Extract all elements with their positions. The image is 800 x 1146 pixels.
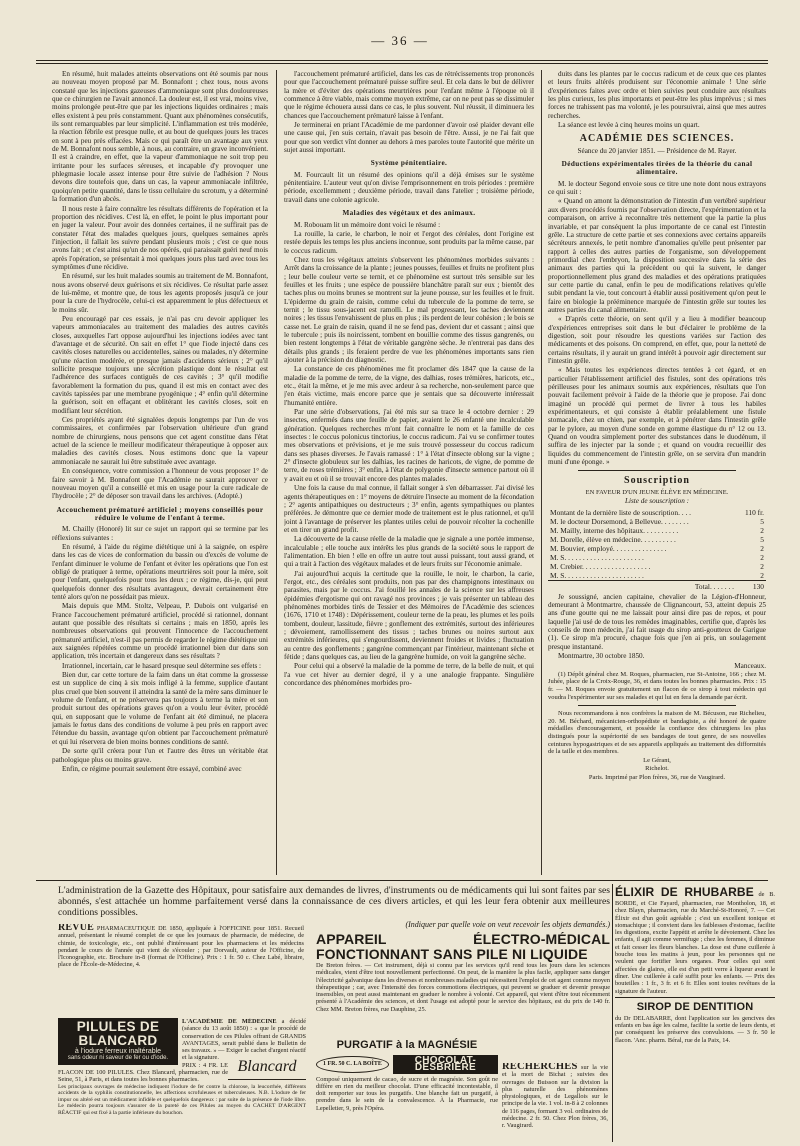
ad-appareil-electro-medical — [316, 932, 610, 1036]
paragraph: En résumé, à l'aide du régime diététique uni à la saignée, on espère dans les cas de vices de conformation du bassin ou d'excès de volume de l'enfant diminuer le volume de l'enfant et éviter les opérations que l'on est obligé de pratiquer à terme, opérations meurtrières soit pour la mère, soit pour l'enfant, quelquefois pour tous les deux ; ce régime, dis-je, qui peut quelquefois donner des résultats avantageux, devrait certainement être tenté alors qu'on ne possédait pas mieux. — [52, 542, 268, 601]
subscription-amount: 5 — [760, 516, 764, 526]
subscription-amount: 2 — [760, 561, 764, 571]
paragraph: Enfin, ce régime pourrait seulement être essayé, combiné avec — [62, 764, 242, 773]
subscription-row — [548, 553, 766, 562]
total-label: Total. . . . . . . — [548, 580, 736, 591]
section-heading: Déductions expérimentales tirées de la théorie du canal alimentaire. — [561, 160, 753, 177]
price-seal: 1 FR. 50 C. LA BOÎTE — [316, 1056, 389, 1073]
session-date: Séance du 20 janvier 1851. — Présidence de M. Rayer. — [577, 146, 737, 155]
subscription-row — [548, 508, 766, 517]
chocolat-banner: CHOCOLAT-DESBRIÈRE — [393, 1055, 498, 1074]
total-amount: 130 — [736, 580, 766, 591]
paragraph: La séance est levée à cinq heures moins un quart. — [558, 121, 700, 130]
column-2 — [284, 70, 534, 875]
ads-intro-text: L'administration de la Gazette des Hôpitaux, pour satisfaire aux demandes de livres, d'instruments ou de médicaments qui lui sont faites par ses abonnés, s'est attachée un homme parfaitement versé dans la connaissance de ces divers articles, et qui les leur fera obtenir aux meilleures conditions possibles. — [58, 885, 610, 919]
ad-text: Composé uniquement de cacao, de sucre et de magnésie. Son goût ne diffère en rien du meilleur chocolat. D'une efficacité incontestable, il doit remporter sur tous les purgatifs. Une blanche fait un purgatif, à prendre dans le sein de la convalescence. À la Pharmacie, rue Lepelletier, 9, près l'Opéra. — [316, 1075, 498, 1112]
ad-subtitle: à l'iodure ferreux inaltérable — [74, 1048, 162, 1055]
ad-text: de B. BORDE, et Cie Fayard, pharmacien, rue Montholon, 18, et chez Blayn, pharmacien, rue du Marché-St-Honoré, 7. — Cet Élixir est d'un goût agréable ; c'est un excellent tonique et stomachique ; il convient dans les faiblesses d'estomac, facilite les digestions, excite l'appétit et arrête le dévoiement. Chez les enfants, il agit comme vermifuge ; chez les femmes, il diminue et fait cesser les fleurs blanches. La dose est d'une cuillerée à bouche tous les matins à jeun, pour les personnes qui ne veulent que fortifier leurs organes. Pour celles qui sont affectées de glaires, elle est d'un petit verre à liqueur avant le dîner. Une cuillerée à café suffit pour les enfants. — Prix des bouteilles : 1 fr., 3 fr. et 6 fr. Elles sont toutes revêtues de la signature de l'auteur. — [615, 891, 775, 995]
ad-text: a décidé (séance du 13 août 1850) : « que le procédé de conservation de ces Pilules offrant de GRANDS AVANTAGES, serait publié dans le Bulletin de ses travaux. » — Exiger le cachet d'argent réactif et la signature. — [182, 1018, 306, 1062]
subscriber-name: M. Bouvier, employé. . . . . . . . . . . . . . . — [550, 543, 667, 553]
subscription-list-title: Liste de souscription : — [624, 497, 690, 506]
top-rule — [36, 60, 768, 61]
subscriber-name: M. S. . . . . . . . . . . . . . . . . . . . . . — [550, 570, 644, 580]
subscription-subtitle: EN FAVEUR D'UN JEUNE ÉLÈVE EN MÉDECINE. — [585, 488, 729, 496]
ad-revue-pharmaceutique — [58, 924, 304, 1014]
ad-title: PILULES DE BLANCARD — [76, 1019, 160, 1048]
column-1 — [52, 70, 268, 875]
ads-divider — [612, 884, 613, 1142]
paragraph: « D'après cette théorie, on sent qu'il y a lieu à modifier beaucoup d'expériences entreprises soit dans le but d'éclairer le problème de la digestion, soit pour résoudre les questions variées sur l'action des médicaments et des poisons. On comprend, en effet, que, pour la netteté de certains résultats, il y aurait un grand intérêt à pouvoir agir directement sur l'intestin grêle. — [548, 315, 766, 365]
subscription-amount: 2 — [760, 543, 764, 553]
ad-title: PURGATIF à la MAGNÉSIE — [336, 1039, 478, 1051]
ad-text: De Breton frères. — Cet instrument, déjà si connu par les services qu'il rend tous les jours dans les sciences médicales, vient d'être tout nouvellement perfectionné. On peut, de la manière la plus facile, appliquer sans danger l'électricité galvanique dans les diverses et nombreuses maladies qui nécessitent l'emploi de cet agent comme moyen thérapeutique ; car, avec l'intensité des forces commotions électriques, qui peuvent se graduer et devenir presque insensibles, on peut aussi maintenant en graduer le nombre à volonté. Cet appareil, qui vient d'être tout récemment présenté à l'Académie des sciences, et dont l'usage est adopté pour le service des hôpitaux, est du prix de 140 fr. Chez MM. Breton frères, rue Dauphine, 25. — [316, 962, 610, 1013]
paragraph: Je soussigné, ancien capitaine, chevalier de la Légion-d'Honneur, demeurant à Montmartre, chaussée de Clignancourt, 53, atteint depuis 25 ans d'une goutte qui ne me laissait pour ainsi dire pas de repos, et pour laquelle j'ai usé de de tous les remèdes imaginables, certifie que, d'après les conseils de mon médecin, j'ai fait usage du sirop anti-goutteux de Garigue (1). Ce sirop m'a procuré, chaque fois que j'en ai pris, un soulagement presque instantané. — [548, 592, 766, 651]
paragraph: Peu encouragé par ces essais, je n'ai pas cru devoir appliquer les vapeurs ammoniacales au traitement des maladies des autres cavités closes, auxquelles l'art oppose aujourd'hui les injections iodées avec tant d'avantage et de sécurité. On sait en effet 1° que l'iode injecté dans ces cavités closes naturelles ou accidentelles, saines ou malades, n'y détermine qu'une réaction modérée, et presque jamais d'accidents sérieux ; 2° qu'il sollicite presque toujours une sécrétion plastique dont le résultat est l'adhérence des surfaces contiguës de ces cavités ; 3° qu'il modifie favorablement la formation du pus, quand il est mis en contact avec des cavités tapissées par une membrane pyogénique ; 4° enfin qu'il détermine la guérison, soit en effaçant et oblitérant les cavités closes, soit en modifiant leur sécrétion. — [52, 314, 268, 415]
paragraph: La constance de ces phénomènes me fit proclamer dès 1847 que la cause de la maladie de la pomme de terre, de la vigne, des dalhias, roses trémières, haricots, etc., etc., était la même, et je me mis avec ardeur à sa recherche, non-seulement parce que j'en étais victime, mais encore parce que je sentais que sa découverte intéressait l'humanité entière. — [284, 365, 534, 407]
ad-pilules-blancard — [58, 1018, 306, 1144]
subscription-amount: 2 — [760, 570, 764, 580]
subscription-table — [548, 508, 766, 591]
paragraph: Chez tous les végétaux atteints s'observent les phénomènes morbides suivants : Arrêt dans la croissance de la plante ; jeunes pousses, feuilles et fruits ne profitent plus ; leur belle couleur verte se ternit, et ce phénomène est surtout très sensible sur les feuilles et les fruits ; une espèce de poussière blanchâtre paraît sur eux ; bientôt des taches plus ou moins brunes se montrent sur la jeune pousse, sur les feuilles et le fruit. L'épiderme du grain de raisin, comme celui du tubercule de la pomme de terre, se ternit ; le tissu sous-jacent est ramolli. Le mal progressant, les taches deviennent noires ; les tissus l'envahissent de plus en plus ; ils perdent de leur cohésion ; le bois se casse net. Le grain de raisin, quand il ne se fend pas, devient dur et cassant ; ainsi que le tubercule ; puis ils noircissent, tombent en bouillie comme des tissus gangrenés, ou bien restent longtemps à l'état de véritable gangrène sèche. Je n'entrerai pas dans des détails plus grands ; ils feraient perdre de vue les phénomènes importants sans rien ajouter à la précision du diagnostic. — [284, 255, 534, 364]
paragraph: Mais depuis que MM. Stoltz, Velpeau, P. Dubois ont vulgarisé en France l'accouchement prématuré artificiel, procédé si rationnel, donnant autant que possible des résultats si certains ; mais en 1850, après les nombreuses observations qui prouvent l'innocence de l'accouchement prématuré artificiel, n'est-il pas permis de regarder le régime diététique uni aux saignées répétées comme un procédé irrationnel bien dur dans son application, très incertain et dangereux dans ses résultats ? — [52, 602, 268, 661]
ads-intro-note: (Indiquer par quelle voie on veut recevoir les objets demandés.) — [405, 919, 610, 929]
divider — [615, 997, 775, 998]
ad-title: APPAREIL ÉLECTRO-MÉDICAL FONCTIONNANT SANS PILE NI LIQUIDE — [316, 932, 610, 962]
ad-title: ÉLIXIR DE RHUBARBE — [615, 885, 754, 899]
paragraph: duits dans les plantes par le coccus radicum et de ceux que ces plantes et leurs fruits altérés produisent sur l'économie animale ! Une série d'expériences faites avec ordre et bien suivies peut conduire aux résultats les plus curieux, les plus importants et peut-être les plus imprévus ; si mes forces ne trahissent pas ma volonté, je les poursuivrai, ainsi que mes autres recherches. — [548, 70, 766, 120]
paragraph: Montmartre, 30 octobre 1850. — [558, 652, 645, 661]
section-heading: Accouchement prématuré artificiel ; moyens conseillés pour réduire le volume de l'enfant à terme. — [56, 505, 264, 522]
ad-text: sur la vie et la mort de Bichat ; suivies des ouvrages de Buisson sur la division la plus naturelle des phénomènes physiologiques, et de Legallois sur le principe de la vie. 1 vol. in-8 à 2 colonnes de 116 pages, formant 3 vol. ordinaires de médecine. 2 fr. 50. Chez Plon frères, 36, r. Vaugirard. — [502, 1064, 608, 1130]
section-title: ACADÉMIE DES SCIENCES. — [579, 133, 735, 145]
subscription-row — [548, 571, 766, 581]
gerant-label: Le Gérant, — [643, 756, 671, 764]
subscription-row — [548, 535, 766, 544]
ad-elixir-rhubarbe — [615, 885, 775, 1133]
purgatif-banner-row — [316, 1055, 498, 1074]
subscription-row — [548, 526, 766, 535]
sirop-text: du Dr DELABARRE, dont l'application sur les gencives des enfants en bas âge les calme, facilite la sortie de leurs dents, et par conséquent les préserve des convulsions. — 3 fr. 50 le flacon. 'Anc. pharm. Béral, rue de la Paix, 14. — [615, 1014, 775, 1044]
paragraph: M. Fourcault lit un résumé des opinions qu'il a déjà émises sur le système pénitentiaire. L'auteur veut qu'on divise l'emprisonnement en trois périodes : première période, excellemment ; deuxième période, travail dans l'atelier ; troisième période, travail dans une colonie agricole. — [284, 170, 534, 204]
subscription-row — [548, 544, 766, 553]
paragraph: Pour celui qui a observé la maladie de la pomme de terre, de la belle de nuit, et qui l'a vue cet hiver au dernier degré, il y a une analogie frappante. Singulière concordance des phénomènes morbides pro- — [284, 662, 534, 688]
paragraph: Bien dur, car cette torture de la faim dans un état comme la grossesse est un supplice de cinq à six mois infligé à la femme, supplice d'autant plus cruel que bien souvent il atteindra la santé de la mère sans diminuer le volume de l'enfant, et ne préservera pas toujours à terme la mère et son produit surtout des opérations graves qu'on a voulu leur éviter, procédé qui, en supposant que le volume de l'enfant ait été diminué, ne placera jamais le fœtus dans des conditions de volume à peu près en rapport avec l'étendue du bassin, avantage qu'on obtient par l'accouchement prématuré et qui lui réservera de bien moins bonnes conditions de santé. — [52, 671, 268, 746]
divider — [578, 470, 736, 471]
paragraph: Ces propriétés ayant été signalées depuis longtemps par l'un de vos commissaires, et confirmées par l'observation ultérieure d'un grand nombre de chirurgiens, nous pensons que cet agent constitue dans l'état actuel de la science le meilleur modificateur thérapeutique à opposer aux maladies des cavités closes. Nous estimons donc que la vapeur ammoniacale ne saurait lui être substituée avec avantage. — [52, 416, 268, 466]
printer-line: Paris. Imprimé par Plon frères, 36, rue de Vaugirard. — [588, 773, 726, 781]
column-divider-1 — [276, 70, 277, 875]
paragraph: « Quand on amont la démonstration de l'intestin d'un vertébré supérieur aux divers procédés fournis par l'observation directe, l'expérimentation et la comparaison, on arrive à reconnaître très nettement que la partie la plus invariable, et par conséquent la plus importante de ce canal est l'intestin grêle. La structure de cette partie et ses connexions avec certains appareils sécréteurs annexés, le petit nombre d'anomalies qu'elle peut présenter par rapport à celles des autres parties de l'organisme, son développement primordial chez l'embryon, la disposition successive dans la série des animaux des parties qui la précèdent ou qui la suivent, le danger proportionnellement plus grand des maladies et des opérations pratiquées sur cette partie du canal, enfin le peu de modifications relatives qu'elle subit pendant la vie, tout concourt à établir aussi positivement qu'on peut le faire en biologie la prééminence marquée de l'intestin grêle sur toutes les autres parties du canal alimentaire. — [548, 197, 766, 314]
subscription-amount: 110 fr. — [744, 507, 764, 517]
subscription-total-row — [548, 580, 766, 591]
section-heading: Maladies des végétaux et des animaux. — [342, 209, 476, 218]
notice: Nous recommandons à nos confrères la maison de M. Bécuson, rue Richelieu, 20. M. Béchard, mécanicien-orthopédiste et bandagiste, a été honoré de quatre médailles d'encouragement, et possède la confiance des chirurgiens les plus distingués pour la supériorité de ses bandages de tout genre, de ses nouvelles ceintures hypogastriques et de ses appareils appliqués au traitement des difformités de la taille et des membres. — [548, 710, 766, 756]
subscriber-name: M. le docteur Dorsemond, à Bellevue. . . . . . . . — [550, 516, 689, 526]
subscription-row — [548, 517, 766, 526]
paragraph: M. Chailly (Honoré) lit sur ce sujet un rapport qui se termine par les réflexions suivantes : — [52, 525, 268, 542]
paragraph: La rouille, la carie, le charbon, le noir et l'ergot des céréales, dont l'origine est restée depuis les temps les plus anciens inconnue, sont produits par la même cause, par le coccus radicum. — [284, 229, 534, 255]
ad-seal-label: L'ACADÉMIE DE MÉDECINE — [182, 1018, 277, 1025]
paragraph: Je terminerai en priant l'Académie de me pardonner d'avoir osé plaider devant elle une cause qui, j'en suis certain, n'avait pas besoin de l'être. Aussi, je ne l'ai fait que pour que son verdict vînt donner au dehors à mes paroles toute l'autorité que mérite un sujet aussi important. — [284, 121, 534, 155]
ad-text: PHARMACEUTIQUE DE 1850, appliquée à l'OFFICINE pour 1851. Recueil annuel, présentant le résumé complet de ce que les journaux de pharmacie, de médecine, de chimie, de toxicologie, etc., ont publié d'intéressant pour les pharmaciens et les médecins pendant le cours de l'année qui vient de s'écouler ; par Dorvault, auteur de l'Officine, de l'Iconographie, etc. Brochure in-8 (format de l'Officine). Prix : 1 fr. 50 c. Chez Labé, libraire, place de l'École-de-Médecine, 4. — [58, 925, 304, 969]
subscriber-name: M. Crebier. . . . . . . . . . . . . . . . . . . — [550, 561, 651, 571]
paragraph: « Mais toutes les expériences directes tentées à cet égard, et en particulier l'établissement artificiel des fistules, sont des opérations très périlleuses pour les animaux soumis aux expériences, résultats que l'on pouvait facilement prévoir à l'aide de la théorie que je propose. J'ai donc imaginé un procédé qui permet de livrer à tous les habiles expérimentateurs, et qui consiste à établir préalablement une fistule stomacale, chez un chien, par exemple, et à pénétrer dans l'intestin grêle par le pylore, au moyen d'une sonde en gomme élastique du n° 12 ou 13. Quand on voudra simplement porter des substances dans le duodénum, il suffira de les injecter par la sonde ; et quand on voudra recueillir des liquides du commencement de l'intestin grêle, on se servira d'un mandrin muni d'une éponge. » — [548, 366, 766, 467]
ad-small-text: Les principaux ouvrages de médecine indiquent l'iodure de fer contre la chlorose, la leucorrhée, différents accidents de la syphilis constitutionnelle, les affections scrofuleuses et tuberculeuses. N.B. L'iodure de fer impur ou altéré est un médicament infidèle et quelquefois dangereux : par suite de la présence de l'iode libre. Le médecin pourra toujours s'assurer de la pureté de ces Pilules au moyen du CACHET D'ARGENT RÉACTIF qui est fixé à la partie inférieure du bouchon. — [58, 1083, 306, 1117]
sirop-title: SIROP DE DENTITION — [636, 1000, 754, 1013]
subscriber-name: Montant de la dernière liste de souscription. . . . — [550, 507, 692, 517]
section-heading: Système pénitentiaire. — [370, 159, 448, 168]
paragraph: J'ai aujourd'hui acquis la certitude que la rouille, le noir, le charbon, la carie, l'ergot, etc., des céréales sont produits, non pas par des champignons intestinaux ou parasites, mais par le coccus. J'ai fouillé les annales de la science sur les affreuses épidémies d'ergotisme qui ont ravagé nos provinces ; je vais présenter un tableau des phénomènes morbides tirés de Tessier et des Mémoires de l'Académie des sciences (1676, 1710 et 1748) : Dépérissement, couleur terne de la peau, les plumes et les poils tombent, douleur, lassitude, fièvre ; gonflement des extrémités, surtout des inférieures ; dévoiement, ramollissement des tissus ; taches brunes ou noires surtout aux extrémités inférieures, qui s'engourdissent, deviennent froides et livides ; fluctuation au centre des gonflements ; gangrène commençant par l'intérieur, maintenant sèche et fétide ; dans quelques cas, au lieu de la gangrène humide, on voit la gangrène sèche. — [284, 569, 534, 662]
ad-purgatif-magnesie — [316, 1038, 498, 1142]
paragraph: La découverte de la cause réelle de la maladie que je signale a une portée immense, incalculable ; elle touche aux intérêts les plus grands de la société sous le rapport de l'alimentation. Eh bien ! elle en offre un autre tout aussi puissant, tout aussi grand, et qui a trait à l'action des végétaux malades et de leurs fruits sur l'économie animale. — [284, 535, 534, 569]
paragraph: l'accouchement prématuré artificiel, dans les cas de rétrécissements trop prononcés pour que l'accouchement prématuré puisse suffire seul. Et cela dans le but de délivrer la mère et d'éviter des opérations meurtrières pour l'enfant même à l'époque où il commence à être viable, mais comme moyen extrême, car on ne peut pas se dissimuler que le régime échouera aussi dans ce cas, le plus souvent. Nul réussit, il diminuera les chances que l'accouchement prématuré laisse à l'enfant. — [284, 70, 534, 120]
ads-top-rule — [36, 880, 768, 881]
page-number: — 36 — — [371, 33, 429, 48]
paragraph: En résumé, sur les huit malades soumis au traitement de M. Bonnafont, nous avons observé deux guérisons et six récidives. Ce résultat parle assez de lui-même, et montre que, de tous les agents proposés jusqu'à ce jour pour la cure de l'hydrocèle, celui-ci est apparemment le plus défectueux et le moins sûr. — [52, 272, 268, 314]
ad-recherches — [502, 1063, 608, 1143]
column-divider-2 — [541, 70, 542, 875]
subscription-row — [548, 562, 766, 571]
subscription-amount: 2 — [760, 525, 764, 535]
paragraph: De sorte qu'il créera pour l'un et l'autre des êtres un véritable état pathologique plus ou moins grave. — [52, 747, 268, 764]
ad-subtitle: sans odeur ni saveur de fer ou d'iode. — [67, 1055, 169, 1062]
subscriber-name: M. Mailly, interne des hôpitaux. . . . . . . . . . — [550, 525, 679, 535]
paragraph: Il nous reste à faire connaître les résultats différents de l'opération et la proportion des récidives. C'est là, en effet, le point le plus important pour en juger la valeur. Pour avoir des données certaines, il ne suffirait pas de constater l'état des malades quelques jours, quelques semaines après l'injection, il fallait les suivre pendant plusieurs mois ; c'est ce que nous avons fait ; et c'est ainsi qu'un de nos opérés, qui paraissait guéri neuf mois après l'opération, se présentait à moi quelques jours plus tard avec tous les symptômes d'une récidive. — [52, 204, 268, 271]
paragraph: En conséquence, votre commission a l'honneur de vous proposer 1° de faire savoir à M. Bonnafont que l'Académie ne saurait approuver ce nouveau moyen qu'il a conseillé et mis en usage pour la cure radicale de l'hydrocèle ; 2° de déposer son travail dans les archives. (Adopté.) — [52, 467, 268, 501]
subscriber-name: M. Dorelle, élève en médecine. . . . . . . . . . — [550, 534, 676, 544]
paragraph: Irrationnel, incertain, car le hasard presque seul détermine ses effets : — [62, 661, 262, 670]
ad-title: REVUE — [58, 924, 95, 933]
paragraph: En résumé, huit malades atteints observations ont été soumis par nous au nouveau moyen proposé par M. Bonnafont ; chez tous, nous avons constaté que les injections gazeuses d'ammoniaque sont plus douloureuses que ce chirurgien ne l'avait annoncé. La douleur est, il est vrai, moins vive, moins prolongée peut-être que par les injections liquides ordinaires ; mais elles existent à peu près constamment. Quant aux phénomènes consécutifs, ils sont remarquables par leur simplicité. L'inflammation est très modérée, la réaction fébrile est presque nulle, et au bout de quelques jours les traces en sont à peu près effacées. Mais ce qui paraît être un avantage aux yeux de M. Bonnafont nous semble, à nous, au contraire, un grave inconvénient. Il est à craindre, en effet, que la vapeur d'ammoniaque ne soit trop peu irritante pour les surfaces séreuses, et incapable d'y provoquer une phlegmasie locale assez intense pour être suivie de l'adhésion ? Nous devons dire toutefois que, dans un cas, la vapeur ammoniacale infiltrée, quoiqu'en petite quantité, dans le tissu cellulaire du scrotum, y a déterminé la formation d'un abcès. — [52, 70, 268, 204]
blancard-banner — [58, 1018, 178, 1065]
paragraph: M. le docteur Segond envoie sous ce titre une note dont nous extrayons ce qui suit : — [548, 179, 766, 197]
paragraph: Par une série d'observations, j'ai été mis sur sa trace le 4 octobre dernier : 29 insectes, enfermés dans une feuille de papier, avaient le 26 enfanté une incalculable génération. Quelques recherches m'ont fait connaître le nom et la famille de ces insectes : le coccus polonicus tinctorius, le coccus radicum. J'ai vu se confirmer toutes mes observations et prévisions, et je me suis trouvé possesseur du coccus radicum dans ses phases diverses. Je l'avais ramassé : 1° à l'état d'insecte oblong sur la vigne ; 2° d'insecte globuleux sur les dalhias, les racines de haricots, de vigne, de pomme de terre, de roses trémières ; 3° enfin, à l'état de polygonie d'insecte semence partout où il y avait eu et où il se trouvait encore des plantes malades. — [284, 408, 534, 483]
top-rule-thin — [36, 63, 768, 64]
blancard-signature: Blancard — [228, 1054, 306, 1080]
subscription-amount: 5 — [760, 534, 764, 544]
column-3 — [548, 70, 766, 875]
ad-price: PRIX : 4 FR. LE FLACON DE 100 PILULES. Chez Blancard, pharmacien, rue de Seine, 51, à Paris, et dans toutes les bonnes pharmacies. — [58, 1061, 228, 1084]
subscriber-name: M. S. . . . . . . . . . . . . . . . . . . . . . — [550, 552, 644, 562]
subscription-title: Souscription — [624, 475, 690, 487]
footnote: (1) Dépôt général chez M. Roques, pharmacien, rue St-Antoine, 166 ; chez M. Juhée, place de la Croix-Rouge, 36, et dans toutes les bonnes pharmacies. Prix : 15 fr. — M. Roques envoie gratuitement un flacon de ce sirop à tout médecin qui voudra l'expérimenter sur ses malades et qui lui en fera la demande par écrit. — [548, 670, 766, 701]
signature-text: Manceaux. — [734, 661, 766, 670]
paragraph: Une fois la cause du mal connue, il fallait songer à s'en débarrasser. J'ai divisé les agents thérapeutiques en : 1° moyens de détruire l'insecte au moment de la fécondation ; 2° agents antipathiques ou destructeurs ; 3° enfin, agents sympathiques ou plantes préférées. Je démontre que ce dernier mode de traitement est le plus rationnel, et qu'il joint à l'avantage de préserver les plantes utiles celui de pouvoir récolter la cochenille et en tirer un grand profit. — [284, 484, 534, 534]
paragraph: M. Robouam lit un mémoire dont voici le résumé : — [294, 220, 441, 229]
gerant-name: Richelot. — [645, 765, 669, 773]
ad-title: RECHERCHES — [502, 1063, 578, 1072]
divider — [578, 705, 736, 706]
subscription-amount: 2 — [760, 552, 764, 562]
